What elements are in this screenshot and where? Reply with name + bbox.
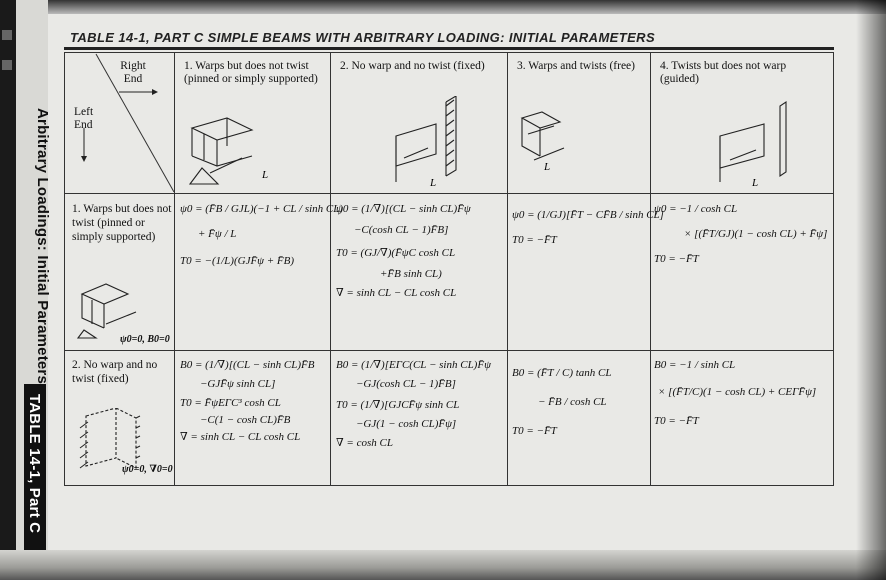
- cell-r1-c1: ψ0 = (F̄B / GJL)(−1 + CL / sinh CL) + F̄ψ / L T0 = −(1/L)(GJF̄ψ + F̄B): [180, 203, 344, 267]
- table-grid: [64, 52, 834, 486]
- svg-text:L: L: [430, 177, 437, 189]
- col-header-2: 2. No warp and no twist (fixed): [340, 60, 485, 72]
- row-condition-2: ψ0=0, ∇0=0: [122, 464, 173, 475]
- beam-sketch-fixed: [336, 96, 502, 190]
- svg-text:L: L: [752, 177, 759, 189]
- col-header-1: 1. Warps but does not twist (pinned or simply supported): [184, 60, 318, 85]
- row-condition-1: ψ0=0, B0=0: [120, 334, 170, 345]
- beam-sketch-free: [514, 98, 644, 190]
- corner-right-end: Right End: [120, 60, 146, 85]
- row-label-1: 1. Warps but does not twist (pinned or simply supported): [72, 203, 172, 243]
- binding-strip: [0, 0, 16, 580]
- corner-left-end: Left End: [74, 106, 94, 131]
- beam-sketch-pinned: [182, 98, 322, 190]
- page-bottom-edge: [0, 550, 886, 580]
- cell-r2-c4: B0 = −1 / sinh CL × [(F̄T/C)(1 − cosh CL) + CEΓF̄ψ] T0 = −F̄T: [654, 359, 817, 427]
- side-tab-label: TABLE 14-1, Part C: [26, 394, 43, 534]
- table-title: TABLE 14-1, PART C SIMPLE BEAMS WITH ARBITRARY LOADING: INITIAL PARAMETERS: [70, 30, 656, 45]
- side-running-head: Arbitrary Loadings: Initial Parameters: [34, 108, 51, 385]
- beam-sketch-guided: [660, 96, 826, 190]
- cell-r1-c3: ψ0 = (1/GJ)[F̄T − CF̄B / sinh CL] T0 = −F̄T: [512, 209, 664, 246]
- cell-r2-c2: B0 = (1/∇)[EΓC(CL − sinh CL)F̄ψ −GJ(cosh CL − 1)F̄B] T0 = (1/∇)[GJCF̄ψ sinh CL −GJ(1 − cosh CL)F̄ψ] ∇ = cosh CL: [336, 359, 491, 449]
- page-top-edge: [16, 0, 886, 14]
- title-rule: [64, 47, 834, 50]
- cell-r2-c1: B0 = (1/∇)[(CL − sinh CL)F̄B −GJF̄ψ sinh CL] T0 = F̄ψEΓC³ cosh CL −C(1 − cosh CL)F̄B ∇ = sinh CL − CL cosh CL: [180, 359, 315, 443]
- cell-r2-c3: B0 = (F̄T / C) tanh CL − F̄B / cosh CL T0 = −F̄T: [512, 367, 612, 437]
- col-header-4: 4. Twists but does not warp (guided): [660, 60, 787, 85]
- cell-r1-c2: ψ0 = (1/∇)[(CL − sinh CL)F̄ψ −C(cosh CL − 1)F̄B] T0 = (GJ/∇)(F̄ψC cosh CL +F̄B sinh CL) ∇ = sinh CL − CL cosh CL: [336, 203, 471, 299]
- col-header-3: 3. Warps and twists (free): [517, 60, 635, 72]
- svg-text:L: L: [262, 169, 269, 181]
- scan-shadow: [856, 0, 886, 580]
- cell-r1-c4: ψ0 = −1 / cosh CL × [(F̄T/GJ)(1 − cosh CL) + F̄ψ] T0 = −F̄T: [654, 203, 828, 265]
- row-label-2: 2. No warp and no twist (fixed): [72, 359, 158, 385]
- svg-text:L: L: [544, 161, 551, 173]
